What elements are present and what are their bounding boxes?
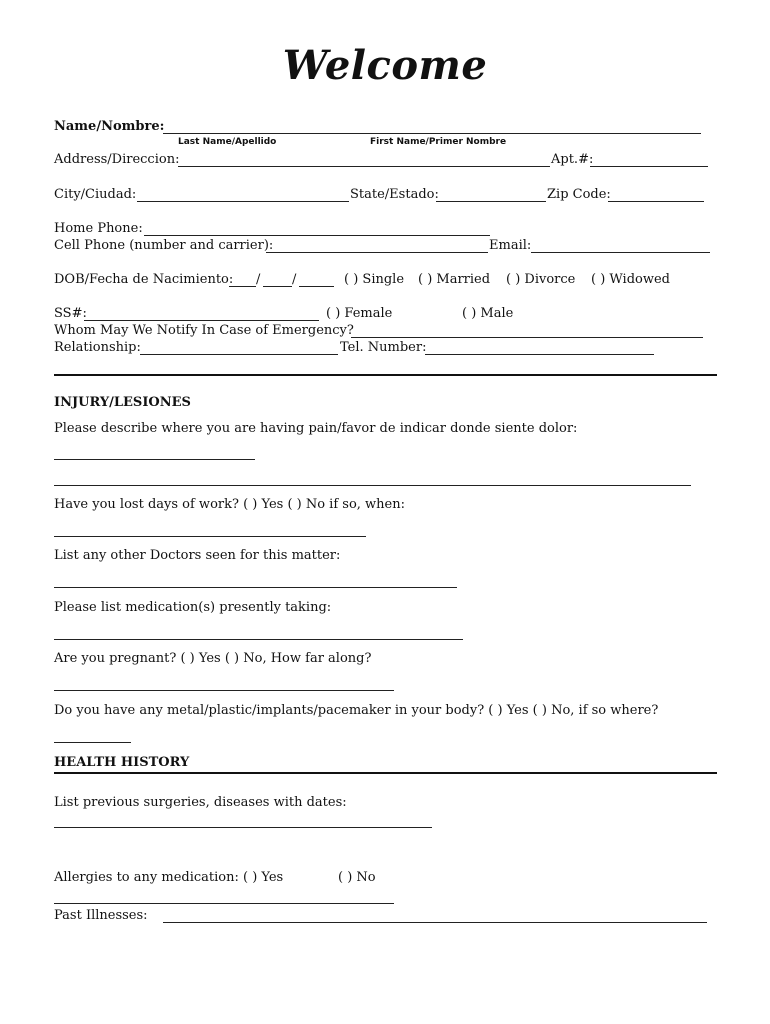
last-name-caption: Last Name/Apellido xyxy=(178,137,277,147)
allergies-question: Allergies to any medication: ( ) Yes xyxy=(54,870,284,885)
lost-days-question: Have you lost days of work? ( ) Yes ( ) No if so, when: xyxy=(54,497,405,512)
medications-answer-line[interactable] xyxy=(54,639,463,640)
apt-input-line[interactable] xyxy=(590,166,708,167)
past-illnesses-label: Past Illnesses: xyxy=(54,908,148,923)
relationship-label: Relationship: xyxy=(54,340,141,355)
address-label: Address/Direccion: xyxy=(54,152,180,167)
dob-separator: / xyxy=(292,272,297,287)
injury-heading: INJURY/LESIONES xyxy=(54,395,191,410)
pain-question: Please describe where you are having pain/favor de indicar donde siente dolor: xyxy=(54,421,578,436)
home-phone-input-line[interactable] xyxy=(144,235,490,236)
divorce-option[interactable]: ( ) Divorce xyxy=(506,272,576,287)
ss-label: SS#: xyxy=(54,306,87,321)
other-doctors-question: List any other Doctors seen for this matter: xyxy=(54,548,341,563)
male-option[interactable]: ( ) Male xyxy=(462,306,514,321)
tel-input-line[interactable] xyxy=(425,354,654,355)
pregnant-question: Are you pregnant? ( ) Yes ( ) No, How far along? xyxy=(54,651,372,666)
single-option[interactable]: ( ) Single xyxy=(344,272,405,287)
zip-input-line[interactable] xyxy=(608,201,704,202)
female-option[interactable]: ( ) Female xyxy=(326,306,393,321)
pregnant-answer-line[interactable] xyxy=(54,690,394,691)
lost-days-answer-line[interactable] xyxy=(54,536,366,537)
cell-phone-input-line[interactable] xyxy=(266,252,488,253)
other-doctors-answer-line[interactable] xyxy=(54,587,457,588)
state-input-line[interactable] xyxy=(436,201,546,202)
implants-answer-line[interactable] xyxy=(54,742,131,743)
dob-month-line[interactable] xyxy=(229,286,256,287)
married-option[interactable]: ( ) Married xyxy=(418,272,491,287)
page-title: Welcome xyxy=(282,42,488,89)
cell-phone-label: Cell Phone (number and carrier): xyxy=(54,238,274,253)
name-input-line[interactable] xyxy=(163,133,701,134)
section-divider xyxy=(54,374,717,376)
emergency-input-line[interactable] xyxy=(351,337,703,338)
relationship-input-line[interactable] xyxy=(140,354,338,355)
apt-label: Apt.#: xyxy=(551,152,594,167)
allergies-no-option[interactable]: ( ) No xyxy=(338,870,376,885)
dob-separator: / xyxy=(256,272,261,287)
dob-year-line[interactable] xyxy=(299,286,334,287)
home-phone-label: Home Phone: xyxy=(54,221,143,236)
city-label: City/Ciudad: xyxy=(54,187,137,202)
emergency-label: Whom May We Notify In Case of Emergency? xyxy=(54,323,354,338)
first-name-caption: First Name/Primer Nombre xyxy=(370,137,507,147)
city-input-line[interactable] xyxy=(137,201,349,202)
pain-answer-line[interactable] xyxy=(54,459,255,460)
pain-answer-line[interactable] xyxy=(54,485,691,486)
ss-input-line[interactable] xyxy=(84,320,319,321)
health-history-heading: HEALTH HISTORY xyxy=(54,755,190,770)
past-illnesses-input-line[interactable] xyxy=(163,922,707,923)
implants-question: Do you have any metal/plastic/implants/pacemaker in your body? ( ) Yes ( ) No, if so where? xyxy=(54,703,659,718)
surgeries-answer-line[interactable] xyxy=(54,827,432,828)
medications-question: Please list medication(s) presently taking: xyxy=(54,600,332,615)
dob-day-line[interactable] xyxy=(263,286,292,287)
dob-label: DOB/Fecha de Nacimiento: xyxy=(54,272,234,287)
email-label: Email: xyxy=(489,238,532,253)
state-label: State/Estado: xyxy=(350,187,439,202)
address-input-line[interactable] xyxy=(178,166,550,167)
widowed-option[interactable]: ( ) Widowed xyxy=(591,272,670,287)
section-divider xyxy=(54,772,717,774)
name-label: Name/Nombre: xyxy=(54,119,165,134)
tel-label: Tel. Number: xyxy=(340,340,427,355)
zip-label: Zip Code: xyxy=(547,187,611,202)
allergies-answer-line[interactable] xyxy=(54,903,394,904)
surgeries-question: List previous surgeries, diseases with dates: xyxy=(54,795,347,810)
email-input-line[interactable] xyxy=(531,252,710,253)
